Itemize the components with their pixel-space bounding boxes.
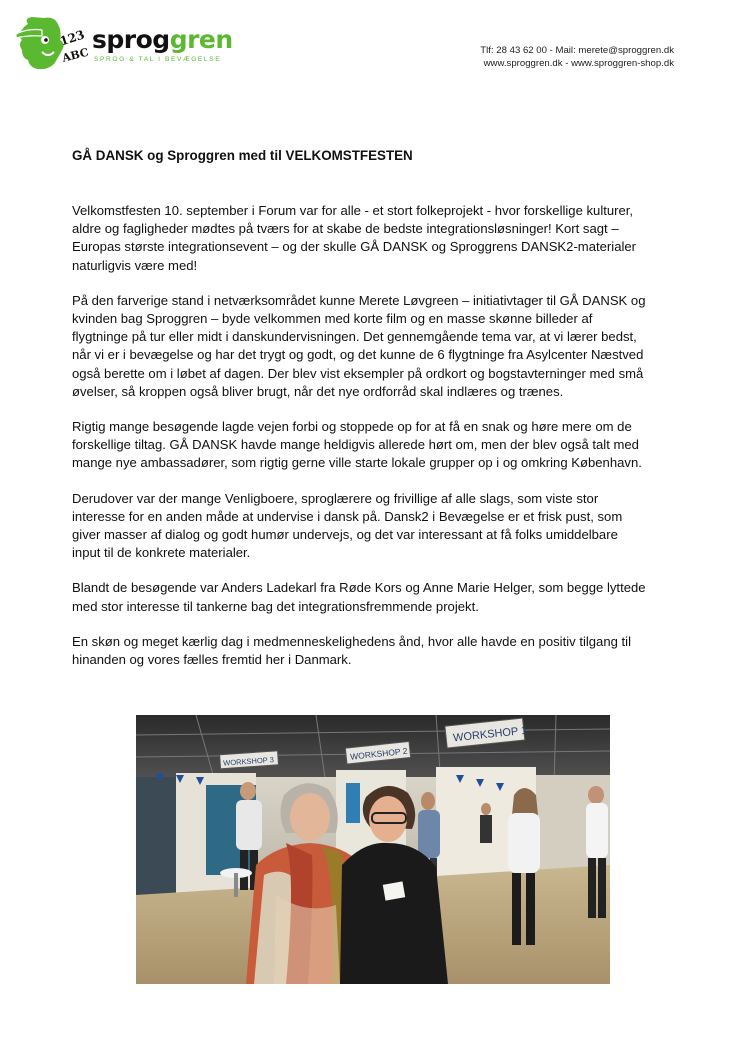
event-photo-illustration [136,715,610,984]
article-paragraph: Velkomstfesten 10. september i Forum var for alle - et stort folkeprojekt - hvor forskellige kulturer, aldre og fagligheder mødtes på tværs for at skabe de bedste integrationsløsninger! Kort sagt – Europas største integrationsevent – og der skulle GÅ DANSK og Sproggrens DANSK2-materialer naturligvis være med! [72,203,637,273]
article-paragraph: På den farverige stand i netværksområdet kunne Merete Løvgreen – initiativtager til GÅ DANSK og kvinden bag Sproggren – byde velkommen med korte film og en masse skønne billeder af flygtninge på tur eller midt i danskundervisningen. Det gennemgående tema var, at vi lærer bedst, når vi er i bevægelse og har det trygt og godt, og det kunne de 6 flygtninge fra Asylcenter Næstved også berette om i løbet af dagen. Der blev vist eksempler på ordkort og bogstavterninger med små øvelser, så kroppen også bliver brugt, når det nye ordforråd skal indlæres og trænes. [72,292,646,399]
logo-tagline: SPROG & TAL I BEVÆGELSE [94,56,222,63]
article-paragraph: En skøn og meget kærlig dag i medmenneskelighedens ånd, hvor alle havde en positiv tilgang til hinanden og vores fælles fremtid her i Danmark. [72,633,631,668]
logo-wordmark [92,26,233,54]
workshop-3-sign: WORKSHOP 3 [222,755,275,768]
letterhead [0,0,746,90]
article-title: GÅ DANSK og Sproggren med til VELKOMSTFESTEN [72,148,413,163]
article-paragraph: Rigtig mange besøgende lagde vejen forbi og stoppede op for at få en snak og høre mere om de forskellige tiltag. GÅ DANSK havde mange heldigvis allerede hørt om, men der blev også talt med mange nye ambassadører, som rigtig gerne ville starte lokale grupper op i og omkring København. [72,419,642,471]
workshop-1-sign: WORKSHOP 1 [452,724,528,745]
event-photo [136,715,610,984]
sproggren-logo[interactable] [14,14,233,74]
logo-word-sprog: sprog [92,25,170,54]
contact-info [480,44,674,70]
workshop-2-sign: WORKSHOP 2 [349,745,408,762]
contact-websites[interactable]: www.sproggren.dk - www.sproggren-shop.dk [483,58,674,69]
article-body [72,202,682,686]
mascot-head-icon [14,14,94,72]
logo-digits: 123 [58,27,87,49]
logo-letters: ABC [60,45,90,65]
article-paragraph: Blandt de besøgende var Anders Ladekarl fra Røde Kors og Anne Marie Helger, som begge lyttede med stor interesse til tankerne bag det integrationsfremmende projekt. [72,580,646,614]
contact-phone-mail[interactable]: Tlf: 28 43 62 00 - Mail: merete@sproggren.dk [480,45,674,56]
article-paragraph: Derudover var der mange Venligboere, sproglærere og frivillige af alle slags, som viste stor interesse for en anden måde at undervise i dansk på. Dansk2 i Bevægelse er et frisk pust, som giver masser af dialog og godt humør undervejs, og det var interessant at få folks umiddelbare input til de konkrete materialer. [72,490,623,561]
logo-word-gren: gren [169,25,233,54]
